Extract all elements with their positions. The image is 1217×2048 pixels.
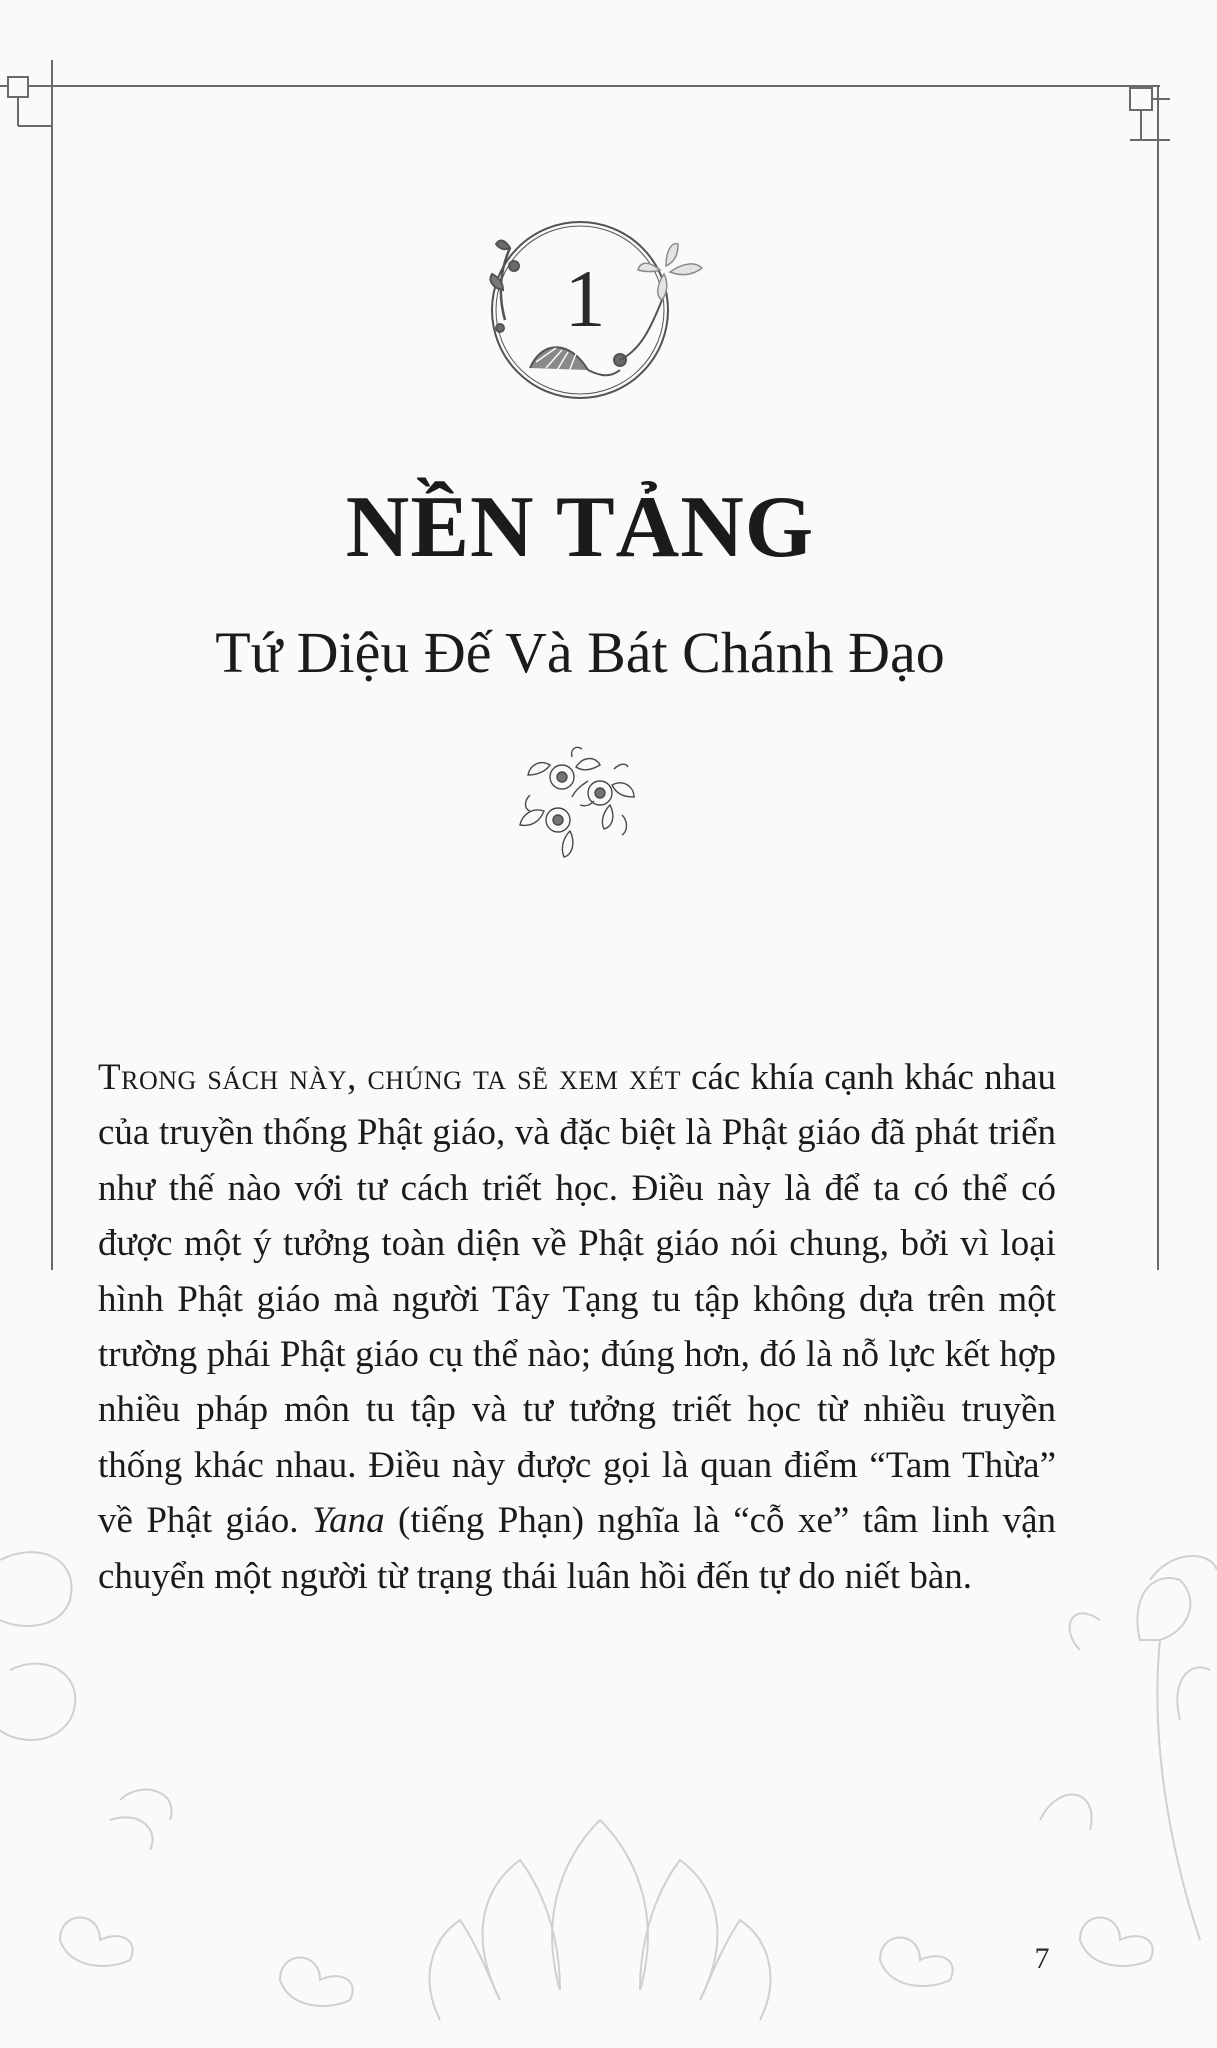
lead-small-caps: Trong sách này, chúng ta sẽ xem xét bbox=[98, 1057, 681, 1098]
flower-cluster-icon bbox=[510, 745, 645, 865]
page-number: 7 bbox=[1034, 1942, 1050, 1975]
chapter-subtitle: Tứ Diệu Đế Và Bát Chánh Đạo bbox=[215, 620, 945, 685]
corner-bracket-icon bbox=[0, 74, 52, 126]
chapter-title: NỀN TẢNG bbox=[345, 479, 815, 576]
italic-term: Yana bbox=[311, 1500, 385, 1542]
chapter-number: 1 bbox=[564, 253, 606, 344]
body-text-segment: các khía cạnh khác nhau của truyền thống Phật giáo, và đặc biệt là Phật giáo đã phát triển như thế nào với tư cách triết học. Điều này là để ta có thể có được một ý tưởng toàn diện về Phật giáo nói chung, bởi vì loại hình Phật giáo mà người Tây Tạng tu tập không dựa trên một trường phái Phật giáo cụ thể nào; đúng hơn, đó là nỗ lực kết hợp nhiều pháp môn tu tập và tư tưởng triết học từ nhiều truyền thống khác nhau. Điều này được gọi là quan điểm “Tam Thừa” về Phật giáo. bbox=[98, 1057, 1056, 1542]
body-text-segment: (tiếng Phạn) nghĩa là “cỗ xe” tâm linh vận chuyển một người từ trạng thái luân hồi đến tự do niết bàn. bbox=[98, 1500, 1057, 1597]
body-paragraph bbox=[98, 1050, 1056, 1604]
corner-bracket-icon bbox=[1100, 86, 1170, 140]
